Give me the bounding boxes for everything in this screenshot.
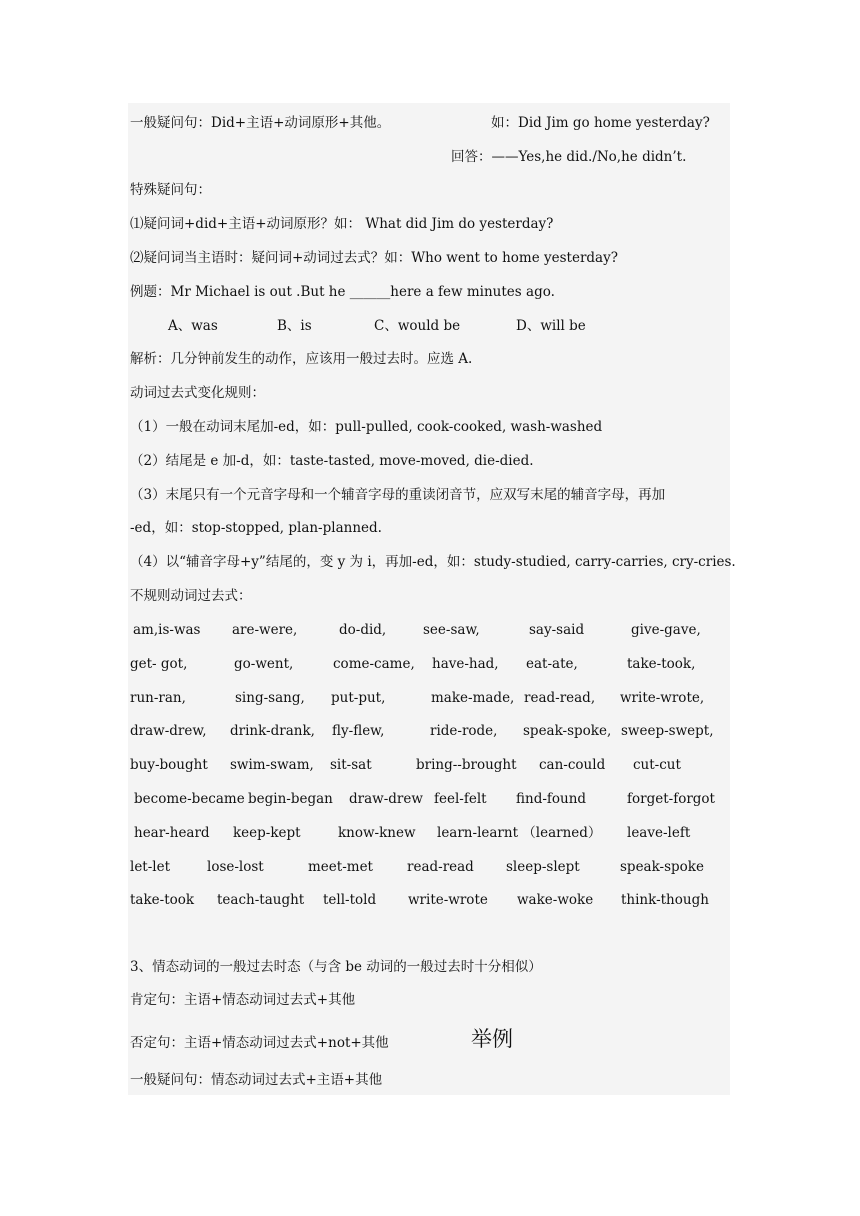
special-question-rule-2: ⑵疑问词当主语时：疑问词+动词过去式？如：Who went to home yesterday? — [130, 250, 618, 266]
verb-item: fly-flew, — [332, 723, 385, 739]
past-tense-rules-heading: 动词过去式变化规则： — [130, 385, 265, 401]
verb-item: get- got, — [130, 656, 188, 672]
verb-item: feel-felt — [434, 791, 487, 807]
question-rule: 一般疑问句：情态动词过去式+主语+其他 — [130, 1072, 383, 1088]
verb-item: make-made, — [431, 690, 515, 706]
verb-item: let-let — [130, 859, 171, 875]
option-d: D、will be — [516, 318, 586, 334]
negative-rule: 否定句：主语+情态动词过去式+not+其他 — [130, 1035, 389, 1051]
verb-item: run-ran, — [130, 690, 186, 706]
verb-item: know-knew — [338, 825, 416, 841]
verb-item: forget-forgot — [627, 791, 715, 807]
verb-item: tell-told — [323, 892, 377, 908]
verb-item: buy-bought — [130, 757, 208, 773]
verb-item: bring--brought — [416, 757, 517, 773]
rule-3: （3）末尾只有一个元音字母和一个辅音字母的重读闭音节，应双写末尾的辅音字母，再加 — [130, 487, 666, 503]
analysis-text: 解析：几分钟前发生的动作，应该用一般过去时。应选 A. — [130, 351, 473, 367]
special-question-rule-1: ⑴疑问词+did+主语+动词原形？如： What did Jim do yesterday? — [130, 216, 554, 232]
verb-item: keep-kept — [233, 825, 301, 841]
verb-item: can-could — [539, 757, 606, 773]
verb-item: begin-began — [248, 791, 333, 807]
verb-item: draw-drew — [349, 791, 423, 807]
verb-item: drink-drank, — [230, 723, 315, 739]
verb-item: am,is-was — [133, 622, 201, 638]
answer-example: 回答：——Yes,he did./No,he didn’t. — [451, 149, 687, 165]
verb-item: read-read — [407, 859, 474, 875]
verb-item: swim-swam, — [230, 757, 314, 773]
irregular-verbs-heading: 不规则动词过去式： — [130, 588, 252, 604]
verb-item: speak-spoke — [620, 859, 704, 875]
verb-item: teach-taught — [217, 892, 305, 908]
verb-item: see-saw, — [423, 622, 480, 638]
verb-item: become-became — [134, 791, 245, 807]
verb-item: sleep-slept — [506, 859, 580, 875]
affirmative-rule: 肯定句：主语+情态动词过去式+其他 — [130, 992, 356, 1008]
verb-item: eat-ate, — [526, 656, 578, 672]
verb-item: take-took, — [627, 656, 696, 672]
verb-item: find-found — [516, 791, 587, 807]
verb-item: ride-rode, — [430, 723, 498, 739]
verb-item: take-took — [130, 892, 195, 908]
verb-item: leave-left — [627, 825, 691, 841]
verb-item: do-did, — [339, 622, 387, 638]
general-question-example: 如：Did Jim go home yesterday? — [491, 115, 710, 131]
verb-item: sit-sat — [330, 757, 372, 773]
verb-item: put-put, — [331, 690, 386, 706]
rule-4: （4）以“辅音字母+y”结尾的，变 y 为 i，再加-ed，如：study-studied, carry-carries, cry-cries. — [130, 554, 736, 570]
verb-item: draw-drew, — [130, 723, 207, 739]
verb-item: give-gave, — [631, 622, 701, 638]
verb-item: go-went, — [234, 656, 294, 672]
general-question-rule: 一般疑问句：Did+主语+动词原形+其他。 — [130, 115, 391, 131]
option-c: C、would be — [374, 318, 461, 334]
special-question-heading: 特殊疑问句： — [130, 182, 211, 198]
example-question: 例题：Mr Michael is out .But he ______here a few minutes ago. — [130, 284, 555, 300]
verb-item: speak-spoke, — [523, 723, 612, 739]
verb-item: learn-learnt （learned） — [437, 825, 602, 841]
rule-1: （1）一般在动词末尾加-ed，如：pull-pulled, cook-cooked, wash-washed — [130, 419, 603, 435]
verb-item: meet-met — [308, 859, 373, 875]
verb-item: are-were, — [232, 622, 298, 638]
verb-item: sweep-swept, — [621, 723, 714, 739]
verb-item: hear-heard — [134, 825, 210, 841]
rule-3-continued: -ed，如：stop-stopped, plan-planned. — [130, 520, 382, 536]
rule-2: （2）结尾是 e 加-d，如：taste-tasted, move-moved, die-died. — [130, 453, 534, 469]
verb-item: think-though — [621, 892, 709, 908]
verb-item: say-said — [529, 622, 585, 638]
verb-item: have-had, — [432, 656, 499, 672]
verb-item: sing-sang, — [235, 690, 305, 706]
modal-past-tense-heading: 3、情态动词的一般过去时态（与含 be 动词的一般过去时十分相似） — [130, 959, 542, 975]
verb-item: write-wrote, — [620, 690, 705, 706]
verb-item: cut-cut — [633, 757, 681, 773]
option-a: A、was — [168, 318, 218, 334]
verb-item: read-read, — [524, 690, 596, 706]
example-label: 举例 — [471, 1027, 513, 1051]
verb-item: come-came, — [333, 656, 415, 672]
option-b: B、is — [277, 318, 312, 334]
verb-item: write-wrote — [408, 892, 488, 908]
verb-item: lose-lost — [207, 859, 264, 875]
verb-item: wake-woke — [517, 892, 594, 908]
